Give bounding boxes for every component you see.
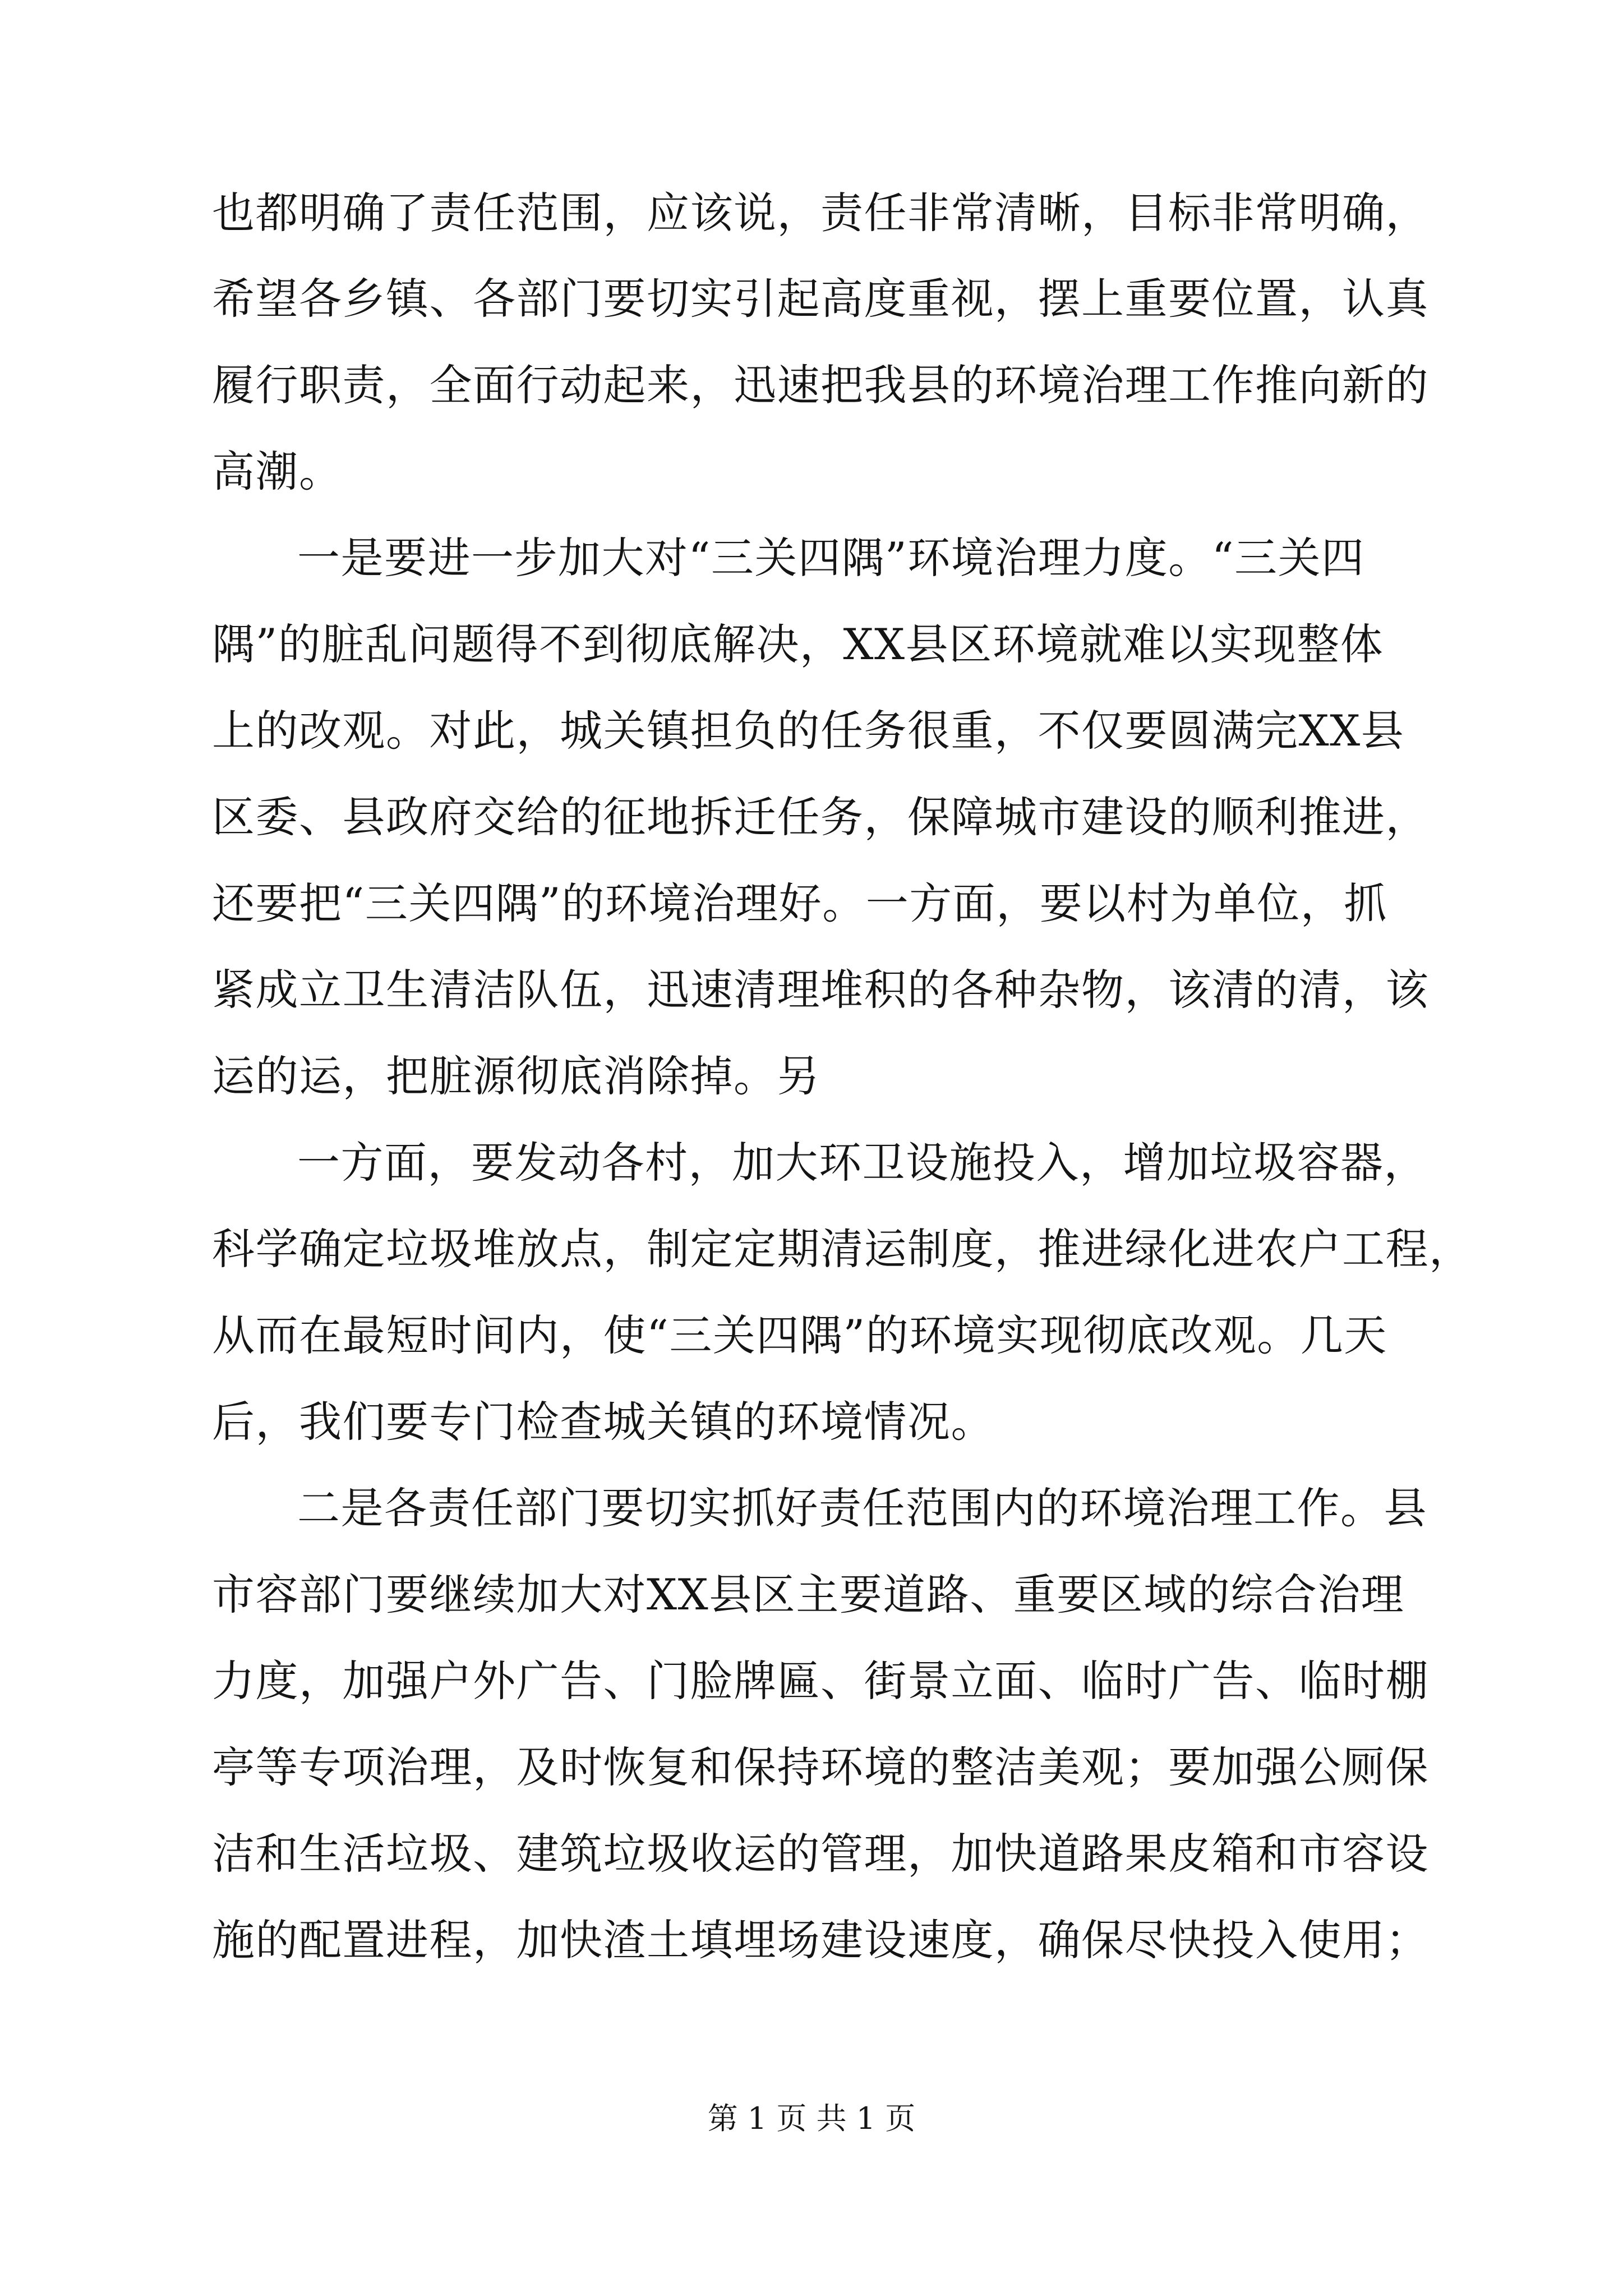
text-line: 洁和生活垃圾、建筑垃圾收运的管理，加快道路果皮箱和市容设 [212, 1829, 1429, 1879]
text-line: 紧成立卫生清洁队伍，迅速清理堆积的各种杂物，该清的清，该 [212, 965, 1429, 1015]
text-line: 希望各乡镇、各部门要切实引起高度重视，摆上重要位置，认真 [212, 274, 1429, 324]
text-line: 隅”的脏乱问题得不到彻底解决，XX县区环境就难以实现整体 [212, 619, 1384, 669]
text-line: 亭等专项治理，及时恢复和保持环境的整洁美观；要加强公厕保 [212, 1742, 1429, 1792]
text-line: 市容部门要继续加大对XX县区主要道路、重要区域的综合治理 [212, 1570, 1405, 1619]
text-line: 履行职责，全面行动起来，迅速把我县的环境治理工作推向新的 [212, 360, 1429, 410]
text-line: 从而在最短时间内，使“三关四隅”的环境实现彻底改观。几天 [212, 1310, 1387, 1360]
text-line: 运的运，把脏源彻底消除掉。另 [212, 1051, 820, 1101]
text-line: 科学确定垃圾堆放点，制定定期清运制度，推进绿化进农户工程， [212, 1224, 1473, 1274]
paragraph-start-line: 一方面，要发动各村，加大环卫设施投入，增加垃圾容器， [297, 1138, 1427, 1188]
text-line: 区委、县政府交给的征地拆迁任务，保障城市建设的顺利推进， [212, 792, 1429, 842]
paragraph-start-line: 二是各责任部门要切实抓好责任范围内的环境治理工作。县 [297, 1483, 1427, 1533]
page-footer: 第 1 页 共 1 页 [707, 2101, 916, 2136]
text-line: 后，我们要专门检查城关镇的环境情况。 [212, 1397, 994, 1447]
text-line: 上的改观。对此，城关镇担负的任务很重，不仅要圆满完XX县 [212, 706, 1405, 756]
text-line: 力度，加强户外广告、门脸牌匾、街景立面、临时广告、临时棚 [212, 1656, 1429, 1706]
text-line: 也都明确了责任范围，应该说，责任非常清晰，目标非常明确， [212, 188, 1429, 238]
text-line: 施的配置进程，加快渣土填埋场建设速度，确保尽快投入使用； [212, 1915, 1429, 1965]
text-line: 还要把“三关四隅”的环境治理好。一方面，要以村为单位，抓 [212, 878, 1387, 928]
paragraph-start-line: 一是要进一步加大对“三关四隅”环境治理力度。“三关四 [297, 533, 1365, 583]
text-line: 高潮。 [212, 447, 343, 496]
